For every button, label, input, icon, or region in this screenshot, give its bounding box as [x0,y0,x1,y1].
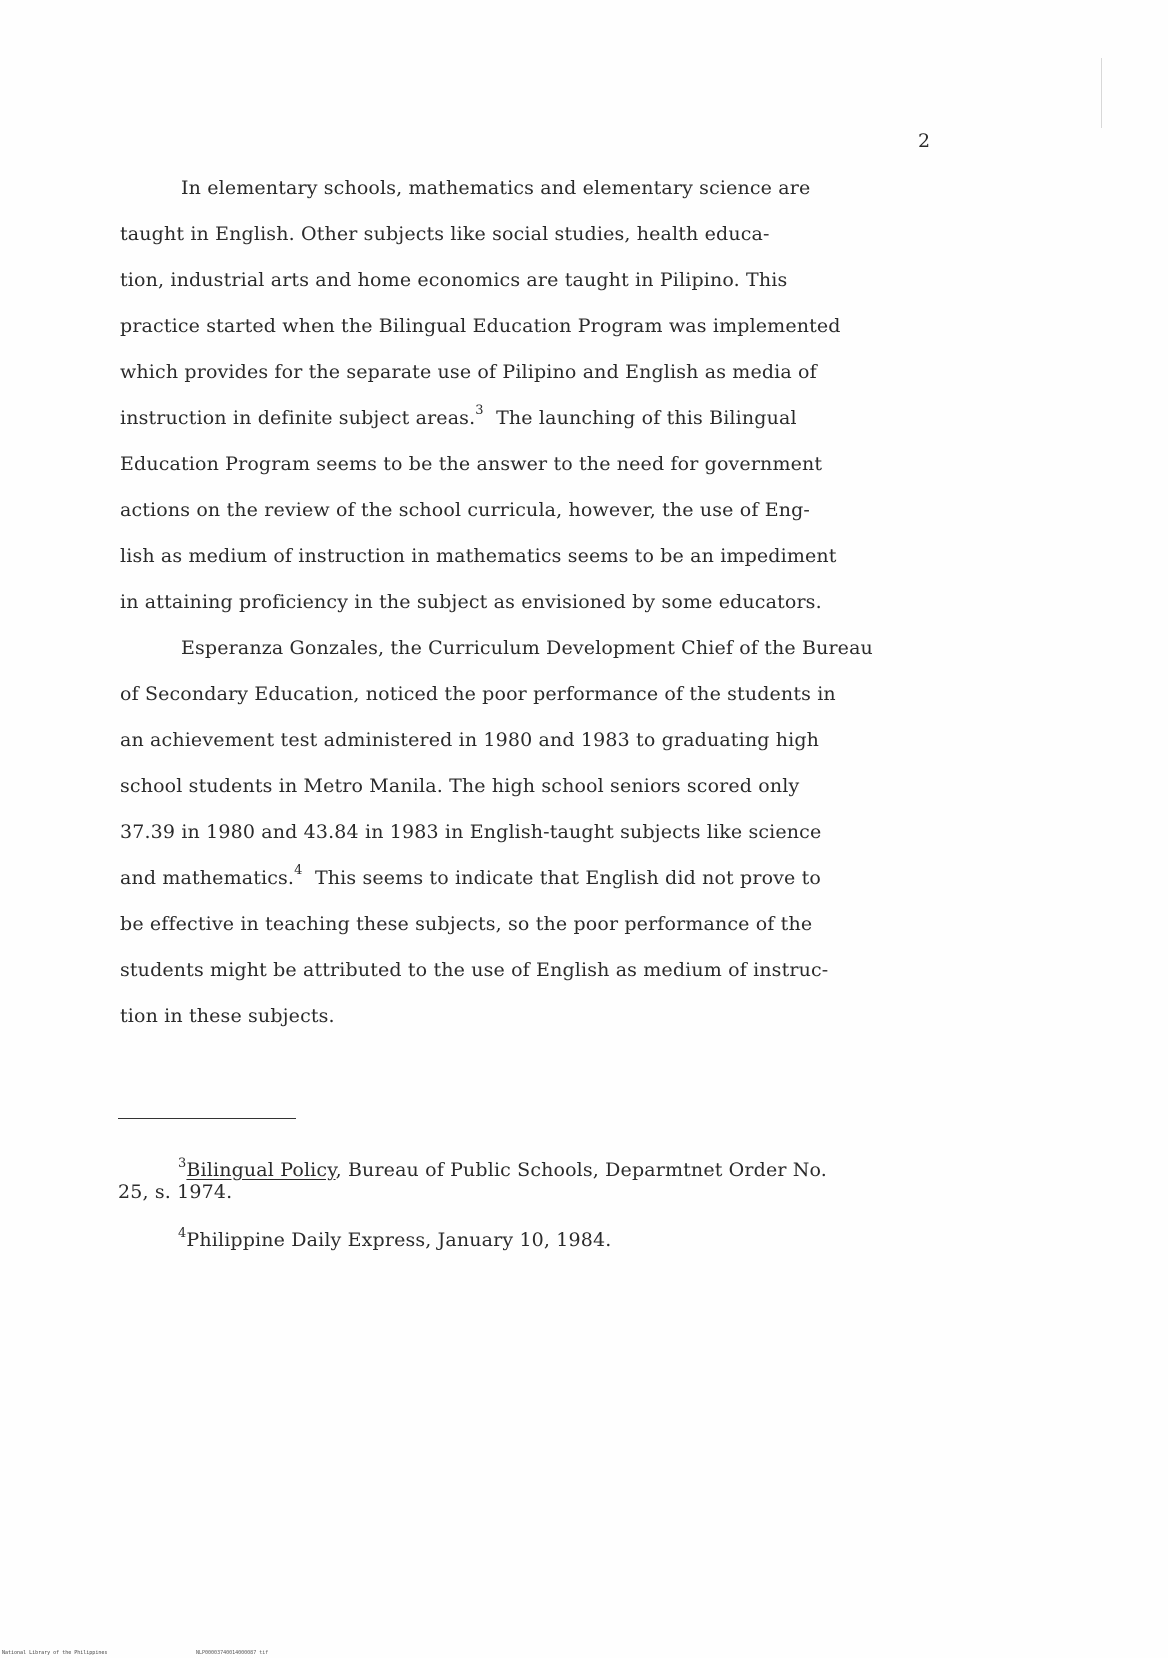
body-line: of Secondary Education, noticed the poor performance of the students in [120,683,836,705]
body-line: school students in Metro Manila. The high school seniors scored only [120,775,800,797]
footnote-4 [178,1228,611,1255]
footnote-marker: 3 [178,1156,187,1171]
body-text: instruction in definite subject areas. [120,407,476,429]
body-line: tion in these subjects. [120,1005,335,1027]
body-line: an achievement test administered in 1980 and 1983 to graduating high [120,729,820,751]
body-line: be effective in teaching these subjects, so the poor performance of the [120,913,813,935]
body-line: 37.39 in 1980 and 43.84 in 1983 in English-taught subjects like science [120,821,822,843]
footnote-3-line2: 25, s. 1974. [118,1181,233,1203]
body-line: in attaining proficiency in the subject as envisioned by some educators. [120,591,822,613]
body-line [120,403,797,433]
body-line: Esperanza Gonzales, the Curriculum Development Chief of the Bureau [181,637,873,659]
body-line: taught in English. Other subjects like social studies, health educa- [120,223,770,245]
footnote-separator [118,1118,296,1119]
scan-id: NLP00003740014000087 tif [196,1650,269,1656]
body-line: tion, industrial arts and home economics are taught in Pilipino. This [120,269,788,291]
body-line: students might be attributed to the use of English as medium of instruc- [120,959,829,981]
body-line: actions on the review of the school curricula, however, the use of Eng- [120,499,810,521]
body-text: and mathematics. [120,867,295,889]
body-line: Education Program seems to be the answer to the need for government [120,453,823,475]
body-line: In elementary schools, mathematics and elementary science are [181,177,811,199]
library-credit: National Library of the Philippines [2,1650,108,1656]
page-number: 2 [918,130,931,152]
footnote-ref: 3 [475,403,484,418]
body-line: practice started when the Bilingual Education Program was implemented [120,315,841,337]
scan-edge-mark [1101,58,1102,128]
footnote-3 [178,1158,827,1185]
footnote-ref: 4 [294,863,303,878]
body-line: which provides for the separate use of Pilipino and English as media of [120,361,817,383]
body-text: The launching of this Bilingual [496,407,797,429]
footnote-text: , Bureau of Public Schools, Deparmtnet Order No. [335,1159,827,1181]
footnote-marker: 4 [178,1226,187,1241]
body-line: lish as medium of instruction in mathematics seems to be an impediment [120,545,837,567]
body-text: This seems to indicate that English did not prove to [314,867,822,889]
footnote-title: Bilingual Policy [186,1159,336,1181]
footnote-text: Philippine Daily Express, January 10, 1984. [186,1229,612,1251]
body-line [120,863,822,893]
